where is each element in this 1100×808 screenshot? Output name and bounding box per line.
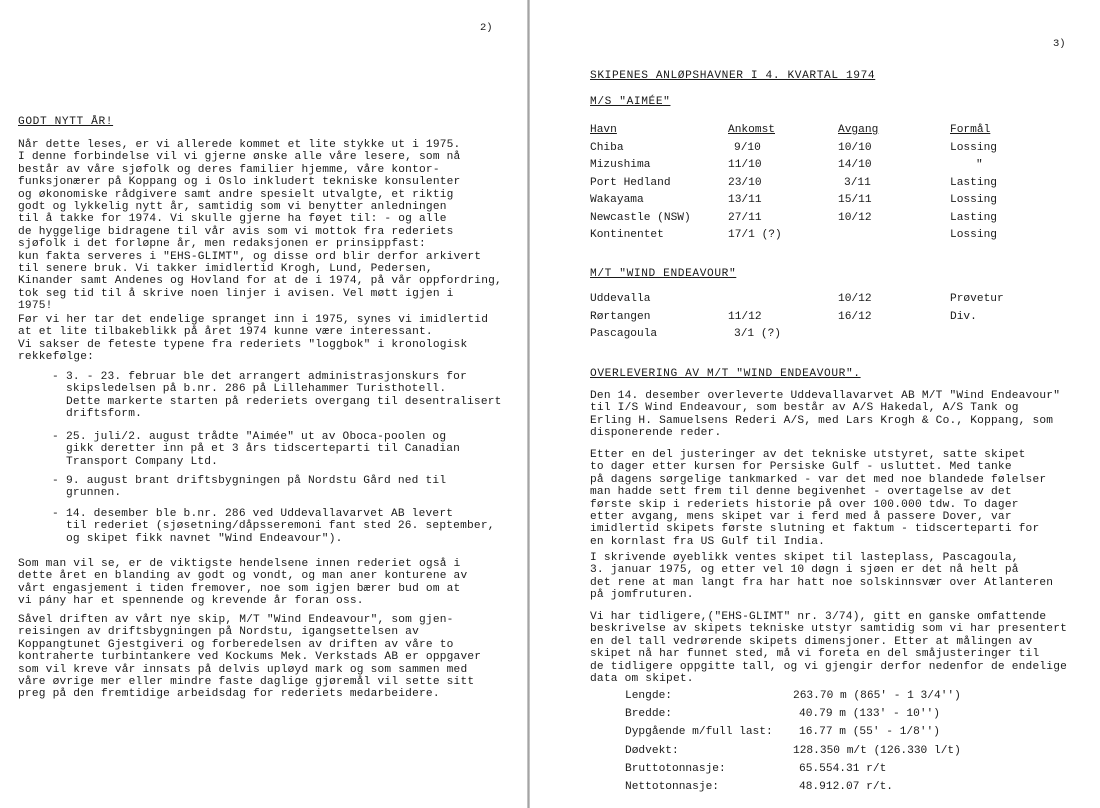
cell-purpose: " xyxy=(976,159,983,171)
aimee-port-table xyxy=(590,124,997,247)
spec-row xyxy=(625,745,961,763)
cell-departure: 16/12 xyxy=(838,310,872,323)
table-row xyxy=(590,293,1004,311)
column-header: Ankomst xyxy=(728,124,775,136)
cell-port: Mizushima xyxy=(590,159,651,171)
table-header-row xyxy=(590,124,997,142)
cell-departure xyxy=(838,229,950,247)
left-page xyxy=(0,0,528,808)
column-header: Formål xyxy=(950,124,991,136)
spec-label: Dødvekt: xyxy=(625,744,679,757)
spec-value: 40.79 m (133' - 10'') xyxy=(799,708,940,721)
port-calls-title: SKIPENES ANLØPSHAVNER I 4. KVARTAL 1974 xyxy=(590,70,876,82)
cell-arrival: 3/1 (?) xyxy=(734,328,781,340)
cell-arrival: 11/10 xyxy=(728,159,762,171)
ship-name-wind-endeavour: M/T "WIND ENDEAVOUR" xyxy=(590,268,737,280)
column-header: Havn xyxy=(590,124,617,136)
bullet-mark: - xyxy=(52,371,59,383)
cell-port: Chiba xyxy=(590,141,624,154)
cell-port: Rørtangen xyxy=(590,310,651,323)
cell-departure: 15/11 xyxy=(838,194,872,206)
bullet-item: 14. desember ble b.nr. 286 ved Uddevallavarvet AB levert til rederiet (sjøsetning/dåpsseremoni fant sted 26. september, og skipet fikk navnet "Wind Endeavour"). xyxy=(66,508,495,545)
handover-heading: OVERLEVERING AV M/T "WIND ENDEAVOUR". xyxy=(590,368,861,380)
handover-paragraph: Den 14. desember overleverte Uddevallavarvet AB M/T "Wind Endeavour" til I/S Wind Endeavour, som består av A/S Hakedal, A/S Tank og Erling H. Samuelsens Rederi A/S, med Lars Krogh & Co., Koppang, som disponerende reder. xyxy=(590,390,1061,440)
spec-label: Lengde: xyxy=(625,690,672,702)
cell-port: Port Hedland xyxy=(590,176,671,189)
table-row xyxy=(590,142,997,160)
bullet-item: 9. august brant driftsbygningen på Nordstu Gård ned til grunnen. xyxy=(66,475,447,500)
spec-value: 263.70 m (865' - 1 3/4'') xyxy=(793,690,961,702)
page-number-right: 3) xyxy=(1053,38,1066,50)
intro-paragraph: Når dette leses, er vi allerede kommet et lite stykke ut i 1975. I denne forbindelse vil vi gjerne ønske alle våre lesere, som nå består av våre sjøfolk og deres familier hjemme, våre kontor- funksjonærer på Koppang og i Oslo inkludert tekniske konsulenter og økonomiske rådgivere samt andre spesielt utvalgte, et riktig godt og lykkelig nytt år, samtidig som vi benytter anledningen til å takke for 1974. Vi skulle gjerne ha føyet til: - og alle de hyggelige bidragene til vår avis som vi mottok fra rederiets sjøfolk i det forløpne år, men redaksjonen er prinsippfast: kun fakta serveres i "EHS-GLIMT", og disse ord blir derfor arkivert til senere bruk. Vi takker imidlertid Krogh, Lund, Pedersen, Kinander samt Andenes og Hovland for at de i 1974, på vår oppfordring, tok seg tid til å skrive noen linjer i avisen. Vel møtt igjen i 1975! xyxy=(18,139,502,313)
cell-departure: 10/12 xyxy=(838,293,872,305)
table-row xyxy=(590,194,997,212)
cell-departure: 10/12 xyxy=(838,211,872,224)
cell-arrival: 17/1 (?) xyxy=(728,229,782,241)
spec-row xyxy=(625,690,961,708)
cell-purpose: Lasting xyxy=(950,211,997,224)
cell-purpose: Lossing xyxy=(950,141,997,154)
cell-port: Pascagoula xyxy=(590,328,658,340)
heading-godt-nytt-ar: GODT NYTT ÅR! xyxy=(18,116,114,128)
bullet-mark: - xyxy=(52,508,59,520)
cell-purpose: Lasting xyxy=(950,176,997,189)
page-number-left: 2) xyxy=(480,22,493,34)
spec-row xyxy=(625,708,961,726)
spec-label: Nettotonnasje: xyxy=(625,780,719,793)
cell-purpose: Prøvetur xyxy=(950,293,1004,305)
cell-departure: 14/10 xyxy=(838,159,872,171)
cell-purpose xyxy=(950,328,1004,346)
table-row xyxy=(590,212,997,230)
cell-departure: 3/11 xyxy=(844,176,871,189)
spec-value: 65.554.31 r/t xyxy=(799,762,887,775)
spec-label: Bruttotonnasje: xyxy=(625,762,726,775)
cell-arrival: 27/11 xyxy=(728,211,762,224)
cell-arrival xyxy=(728,293,838,311)
cell-departure: 10/10 xyxy=(838,141,872,154)
cell-arrival: 13/11 xyxy=(728,194,762,206)
cell-port: Kontinentet xyxy=(590,229,664,241)
table-row xyxy=(590,328,1004,346)
cell-purpose: Lossing xyxy=(950,194,997,206)
cell-arrival: 9/10 xyxy=(734,141,761,154)
spec-value: 128.350 m/t (126.330 l/t) xyxy=(793,744,961,757)
bullet-mark: - xyxy=(52,431,59,443)
bullet-item: 3. - 23. februar ble det arrangert administrasjonskurs for skipsledelsen på b.nr. 286 på Lillehammer Turisthotell. Dette markerte starten på rederiets overgang til desentralisert driftsform. xyxy=(66,371,502,421)
spec-row xyxy=(625,726,961,744)
spec-label: Dypgående m/full last: xyxy=(625,726,773,739)
cell-port: Wakayama xyxy=(590,194,644,206)
table-row xyxy=(590,159,997,177)
cell-arrival: 11/12 xyxy=(728,310,762,323)
spec-value: 16.77 m (55' - 1/8'') xyxy=(799,726,940,739)
ship-name-aimee: M/S "AIMÉE" xyxy=(590,96,671,108)
wind-endeavour-port-table xyxy=(590,293,1004,346)
cell-purpose: Div. xyxy=(950,310,977,323)
cell-port: Newcastle (NSW) xyxy=(590,211,691,224)
ship-specs-table xyxy=(625,690,961,799)
cell-purpose: Lossing xyxy=(950,229,997,241)
closing-paragraph: Såvel driften av vårt nye skip, M/T "Wind Endeavour", som gjen- reisingen av driftsbygningen på Nordstu, igangsettelsen av Koppangtunet Gjestgiveri og forberedelsen av driften av våre to kontraherte turbintankere ved Kockums Mek. Verkstads AB er oppgaver som vil kreve vår innsats på delvis upløyd mark og som sammen med våre øvrige mer eller mindre faste daglige gjøremål vil sette sitt preg på den fremtidige arbeidsdag for rederiets medarbeidere. xyxy=(18,614,482,701)
measurement-paragraph: Vi har tidligere,("EHS-GLIMT" nr. 3/74), gitt en ganske omfattende beskrivelse av skipets tekniske utstyr samtidig som vi har presentert en del tall vedrørende skipets dimensjoner. Etter at målingen av skipet nå har funnet sted, må vi foreta en del småjusteringer til de tidligere oppgitte tall, og vi gjengir derfor nedenfor de endelige data om skipet. xyxy=(590,611,1068,686)
spec-value: 48.912.07 r/t. xyxy=(799,780,893,793)
summary-paragraph: Som man vil se, er de viktigste hendelsene innen rederiet også i dette året en blanding av godt og vondt, og man aner konturene av vårt engasjement i tiden fremover, noe som igjen bærer bud om at vi pány har et spennende og krevende år foran oss. xyxy=(18,558,468,608)
cell-port: Uddevalla xyxy=(590,293,651,305)
table-row xyxy=(590,311,1004,329)
column-header: Avgang xyxy=(838,124,879,136)
spec-row xyxy=(625,763,961,781)
review-paragraph: Før vi her tar det endelige spranget inn i 1975, synes vi imidlertid at et lite tilbakeblikk på året 1974 kunne være interessant. Vi sakser de feteste typene fra rederiets "loggbok" i kronologisk rekkefølge: xyxy=(18,314,489,364)
voyage-paragraph: Etter en del justeringer av det tekniske utstyret, satte skipet to dager etter kursen for Persiske Gulf - usluttet. Med tanke på dagens sørgelige tankmarked - var det med noe blandede følelser man hadde sett frem til denne begivenhet - overtagelse av det første skip i rederiets historie på over 100.000 tdw. To dager etter avgang, mens skipet var i ferd med å passere Dover, var imidlertid skipets første slutning et faktum - tidscerteparti for en kornlast fra US Gulf til India. xyxy=(590,449,1047,548)
cell-departure xyxy=(838,328,950,346)
pascagoula-paragraph: I skrivende øyeblikk ventes skipet til lasteplass, Pascagoula, 3. januar 1975, og etter vel 10 døgn i sjøen er det nå helt på det rene at man langt fra har hatt noe solskinnsvær over Atlanteren på jomfruturen. xyxy=(590,552,1054,602)
table-row xyxy=(590,229,997,247)
table-row xyxy=(590,177,997,195)
bullet-item: 25. juli/2. august trådte "Aimée" ut av Oboca-poolen og gikk deretter inn på et 3 års tidscerteparti til Canadian Transport Company Ltd. xyxy=(66,431,461,468)
spec-label: Bredde: xyxy=(625,708,672,721)
cell-arrival: 23/10 xyxy=(728,176,762,189)
spec-row xyxy=(625,781,961,799)
right-page xyxy=(530,0,1100,808)
bullet-mark: - xyxy=(52,475,59,487)
